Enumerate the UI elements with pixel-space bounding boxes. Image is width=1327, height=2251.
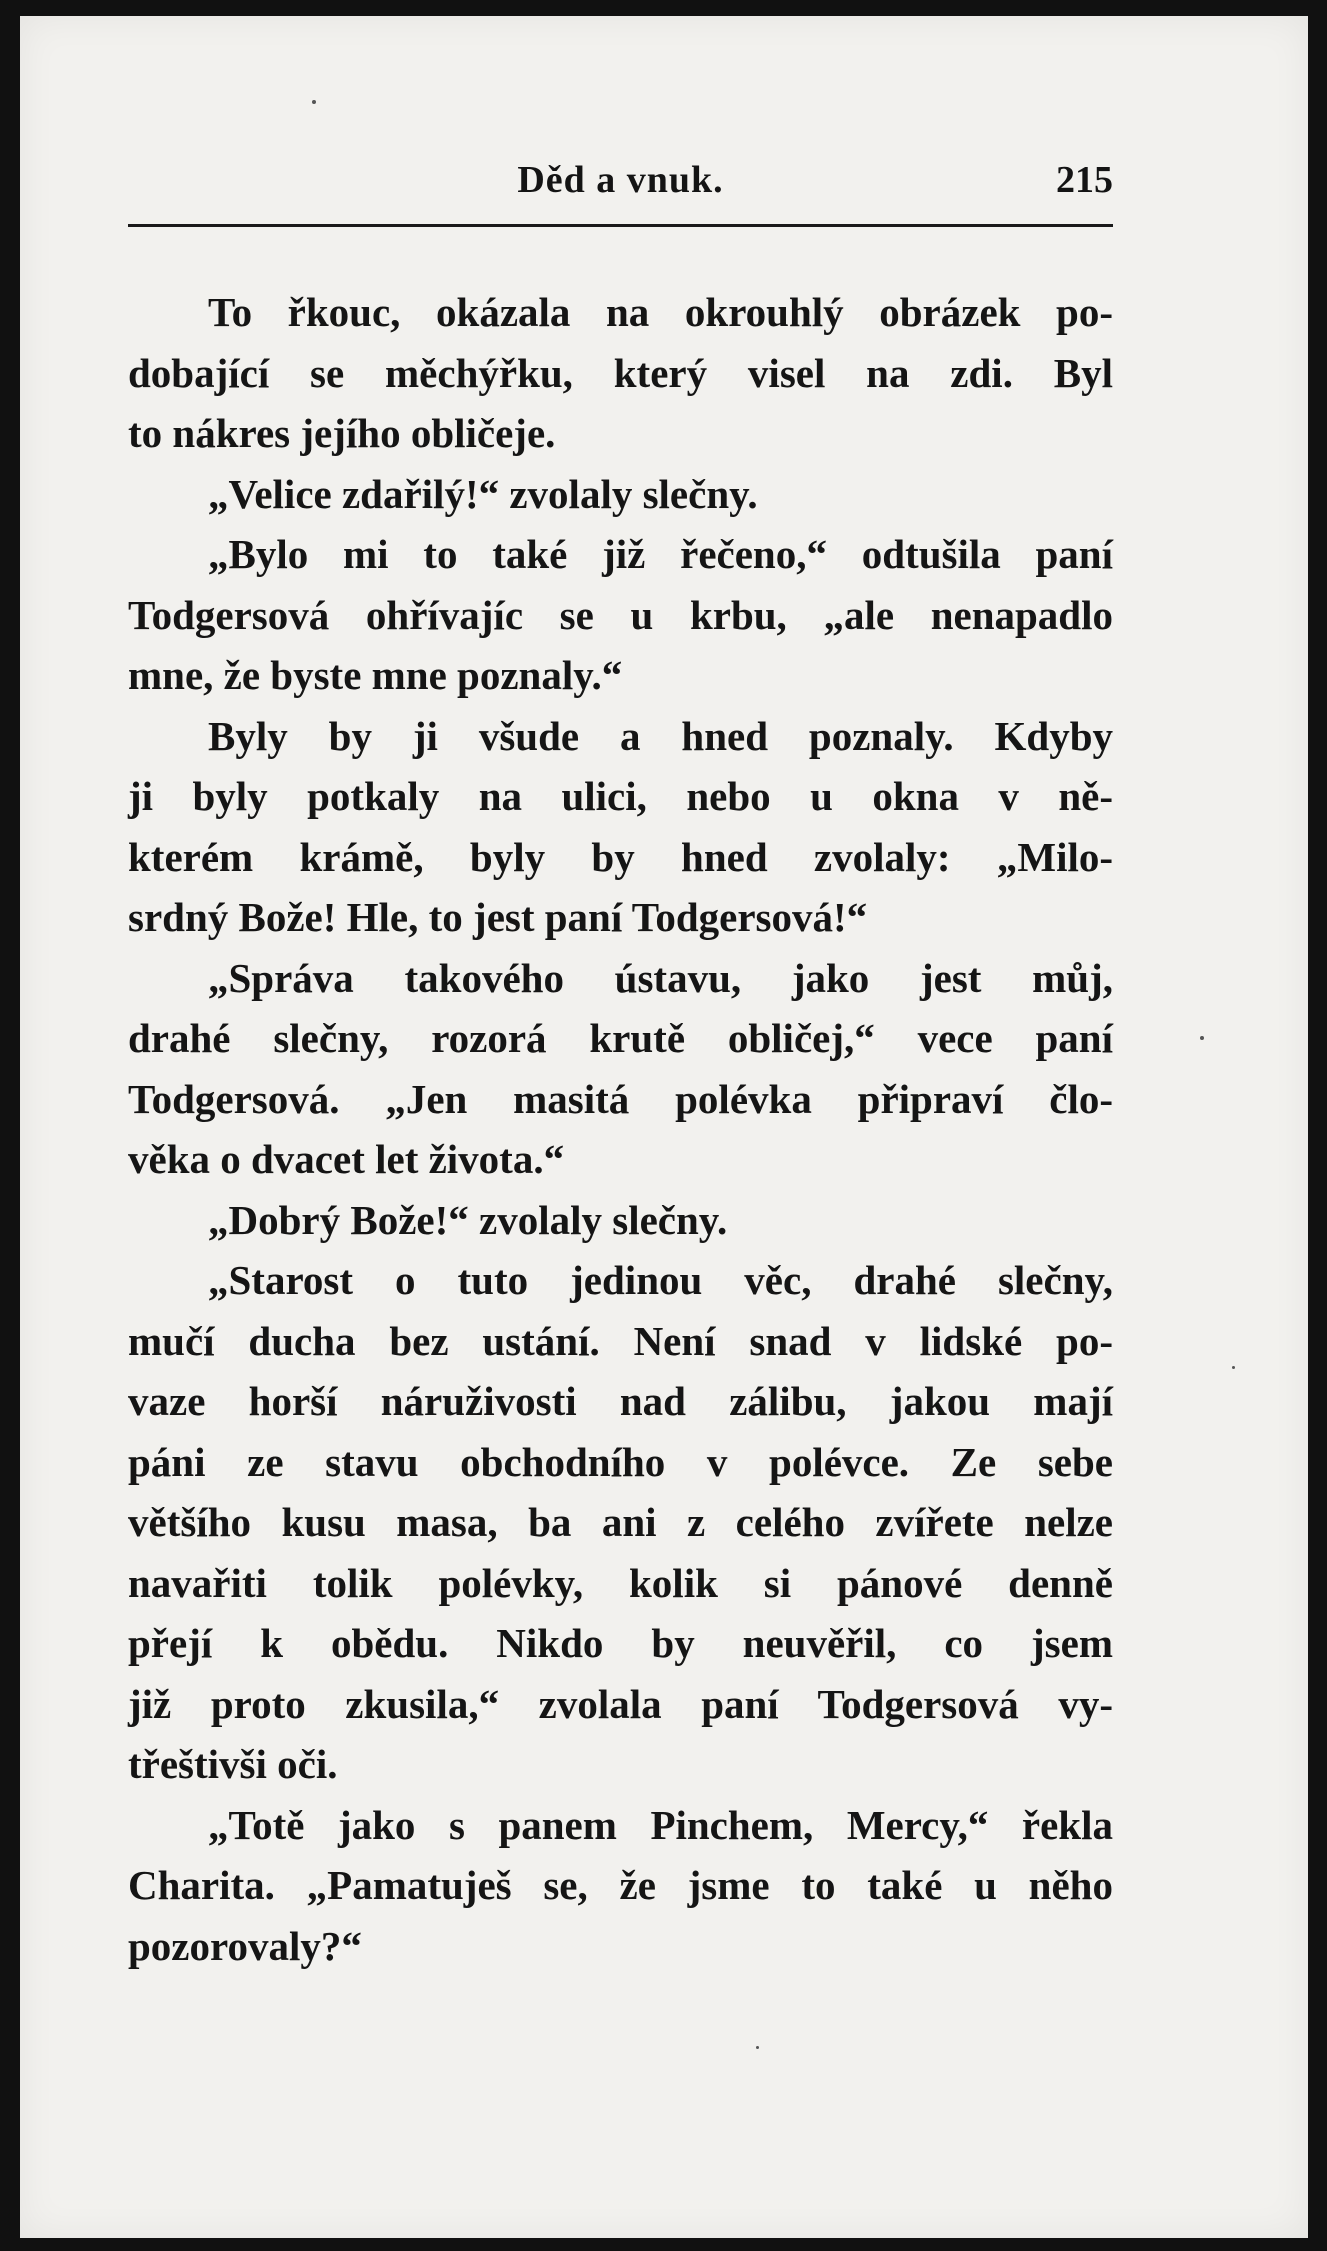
- header-rule: [128, 224, 1113, 227]
- text-line: Todgersová. „Jen masitá polévka připraví člo-: [128, 1075, 1113, 1122]
- text-line: To řkouc, okázala na okrouhlý obrázek po-: [208, 289, 1113, 335]
- text-line: Byly by ji všude a hned poznaly. Kdyby: [208, 712, 1113, 759]
- body-text: [128, 282, 1113, 1976]
- text-line: většího kusu masa, ba ani z celého zvířete nelze: [128, 1499, 1113, 1545]
- text-line: mne, že byste mne poznaly.“: [128, 652, 623, 698]
- text-line: „Bylo mi to také již řečeno,“ odtušila paní: [208, 531, 1113, 577]
- text-line: přejí k obědu. Nikdo by neuvěřil, co jsem: [128, 1620, 1113, 1666]
- text-line: drahé slečny, rozorá krutě obličej,“ vece paní: [128, 1015, 1113, 1061]
- text-line: Charita. „Pamatuješ se, že jsme to také u něho: [128, 1862, 1113, 1908]
- text-line: „Totě jako s panem Pinchem, Mercy,“ řekla: [208, 1801, 1113, 1848]
- dust-speck: [756, 2046, 759, 2049]
- text-line: „Správa takového ústavu, jako jest můj,: [208, 954, 1113, 1001]
- text-line: pozorovaly?“: [128, 1922, 362, 1969]
- text-line: to nákres jejího obličeje.: [128, 410, 556, 456]
- text-line: „Dobrý Bože!“ zvolaly slečny.: [208, 1196, 728, 1243]
- text-line: srdný Bože! Hle, to jest paní Todgersová!“: [128, 894, 868, 940]
- text-line: třeštivši oči.: [128, 1741, 338, 1787]
- text-line: již proto zkusila,“ zvolala paní Todgersová vy-: [128, 1680, 1113, 1727]
- dust-speck: [312, 100, 316, 104]
- running-header: [128, 158, 1113, 228]
- text-line: věka o dvacet let života.“: [128, 1136, 565, 1182]
- page-number: 215: [1056, 159, 1113, 201]
- text-line: Todgersová ohřívajíc se u krbu, „ale nenapadlo: [128, 591, 1113, 638]
- text-line: dobající se měchýřku, který visel na zdi. Byl: [128, 349, 1113, 396]
- text-line: navařiti tolik polévky, kolik si pánové denně: [128, 1559, 1113, 1606]
- dust-speck: [1232, 1366, 1235, 1369]
- text-line: ji byly potkaly na ulici, nebo u okna v ně-: [128, 773, 1113, 819]
- text-line: „Starost o tuto jedinou věc, drahé slečny,: [208, 1257, 1113, 1303]
- text-line: vaze horší náruživosti nad zálibu, jakou mají: [128, 1378, 1113, 1424]
- text-line: mučí ducha bez ustání. Není snad v lidské po-: [128, 1317, 1113, 1364]
- running-title: Děd a vnuk.: [517, 159, 724, 201]
- text-line: kterém krámě, byly by hned zvolaly: „Milo-: [128, 833, 1113, 880]
- dust-speck: [1200, 1036, 1204, 1040]
- text-line: páni ze stavu obchodního v polévce. Ze sebe: [128, 1438, 1113, 1485]
- text-line: „Velice zdařilý!“ zvolaly slečny.: [208, 470, 758, 517]
